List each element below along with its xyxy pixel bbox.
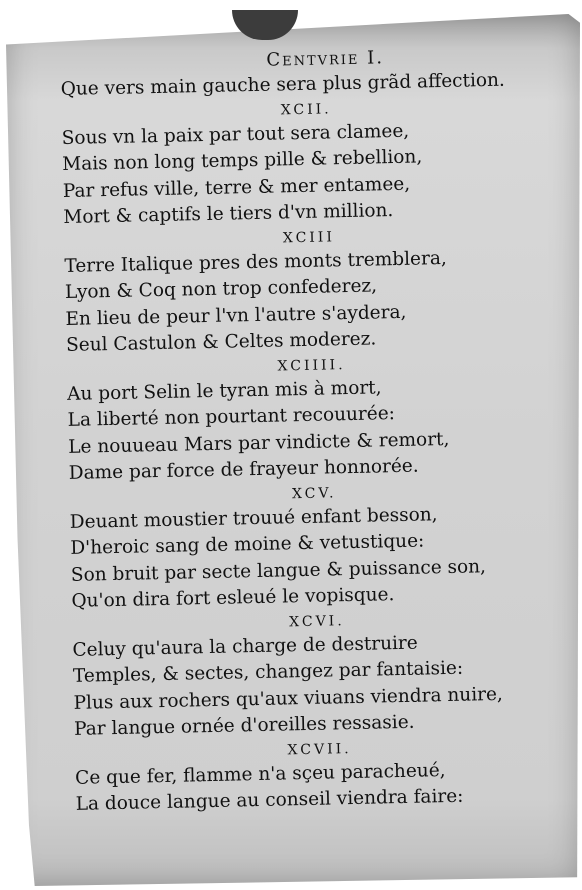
verse-line: Son bruit par secte langue & puissance son, [70,555,487,586]
verse-line: Seul Castulon & Celtes moderez. [65,328,377,356]
verse-line: La liberté non pourtant recouurée: [67,403,396,431]
verse-line: Le nouueau Mars par vindicte & remort, [68,428,450,458]
verse-line: Dame par force de frayeur honnorée. [68,455,419,484]
verse-line: Au port Selin le tyran mis à mort, [66,376,382,405]
stanza-numeral: XCIII [282,228,336,246]
stanza-xcvi [72,607,565,743]
verse-line: Sous vn la paix par tout sera clamee, [61,120,410,149]
stanza-xciiii [66,351,559,487]
verse-line: D'heroic sang de moine & vetustique: [70,530,425,559]
verse-line: Par refus ville, terre & mer entamee, [62,173,411,202]
stanza-numeral: XCVI. [289,612,345,630]
verse-line: Lyon & Coq non trop confederez, [64,275,378,303]
verse-line: Deuant moustier trouué enfant besson, [69,503,438,533]
verse-line: En lieu de peur l'vn l'autre s'aydera, [65,301,407,330]
verse-line: Celuy qu'aura la charge de destruire [72,632,418,661]
verse-line: Ce que fer, flamme n'a sçeu paracheué, [74,759,446,789]
verse-line: Temples, & sectes, changez par fantaisie: [72,657,464,687]
verse-line: Terre Italique pres des monts tremblera, [64,247,447,277]
stanza-numeral: XCV. [291,484,337,502]
stanza-numeral: XCII. [280,100,332,118]
first-line: Que vers main gauche sera plus grãd affection. [60,69,506,100]
verse-line: La douce langue au conseil viendra faire: [75,785,464,815]
stanza-numeral: XCVII. [287,740,352,758]
stanza-xcvii [74,735,565,818]
stanza-xciii [64,223,557,359]
stanza-xcv [69,479,562,615]
stanza-xcii [61,95,554,231]
page-heading: Centvrie I. [266,47,385,71]
verse-line: Par langue ornée d'oreilles ressasie. [73,711,415,740]
verse-line: Mort & captifs le tiers d'vn million. [63,200,394,228]
poem-text [60,44,566,819]
verse-line: Mais non long temps pille & rebellion, [62,146,423,175]
stanza-numeral: XCIIII. [277,356,346,375]
verse-line: Qu'on dira fort esleué le vopisque. [71,584,395,612]
verse-line: Plus aux rochers qu'aux viuans viendra nuire, [73,683,504,714]
